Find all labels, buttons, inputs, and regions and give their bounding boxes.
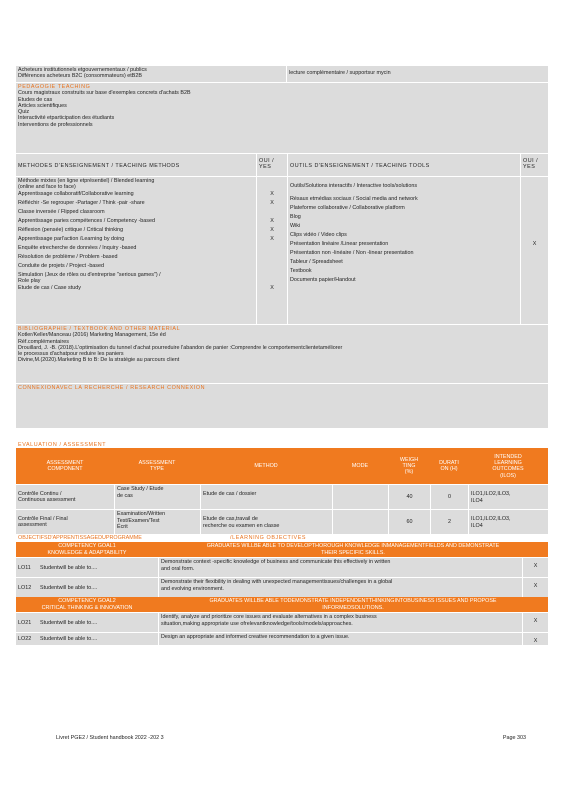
tool-yes-mark — [521, 195, 548, 204]
learning-outcome-code: LO12 — [18, 584, 32, 591]
evaluation-method: Etude de cas / dossier — [200, 485, 332, 509]
method-row: Classe inversée / Flipped classroom — [18, 209, 105, 215]
tool-yes-mark — [521, 204, 548, 213]
methods-yes-column — [256, 154, 287, 324]
goal2-description: GRADUATES WILLBE ABLE TODEMONSTRATE INDEPENDENTTHINKINGINTOBUSINESS ISSUES AND PROPOSE INFORMEDSOLUTIONS. — [209, 598, 497, 611]
evaluation-header-mode: MODE — [351, 463, 369, 470]
evaluation-duration: 2 — [430, 510, 468, 534]
top-section — [16, 66, 548, 82]
learning-outcome-row — [16, 632, 548, 645]
methods-header: METHODES D'ENSEIGNEMENT / TEACHING METHODS — [18, 163, 180, 169]
learning-outcome-description: Demonstrate their flexibility in dealing with unexpected managementissues/challenges in a global and evolving environment. — [158, 578, 522, 597]
tool-row: Blog — [290, 214, 301, 220]
method-yes-mark — [257, 244, 287, 253]
tool-yes-mark — [521, 276, 548, 290]
pedagogy-title: PEDAGOGIE TEACHING — [18, 84, 91, 90]
objectives-title-row — [16, 534, 548, 542]
tool-yes-mark — [521, 231, 548, 240]
learning-outcome-mark: X — [522, 558, 548, 577]
bibliography-line: Divine,M.(2020).Marketing B to B: De la stratégie au parcours client — [18, 357, 180, 364]
learning-outcome-mark: X — [522, 633, 548, 645]
tool-row: Plateforme collaborative / Collaborative platform — [290, 205, 405, 211]
objectives-title: OBJECTIFSD'APPRENTISSAGEDUPROGRAMME — [18, 535, 142, 542]
learning-outcome-student: Studentwill be able to.... — [40, 636, 98, 643]
method-row: Apprentissage collaboratif/Collaborative learning — [18, 191, 134, 197]
pedagogy-line: Etudes de cas — [18, 96, 53, 103]
top-right — [286, 66, 548, 82]
method-yes-mark: X — [270, 236, 274, 242]
tool-row: Documents papier/Handout — [290, 277, 356, 283]
evaluation-title: EVALUATION / ASSESSMENT — [18, 442, 107, 448]
evaluation-method: Etude de cas,travail de recherche ou examen en classe — [200, 510, 332, 534]
tool-row: Clips vidéo / Video clips — [290, 232, 347, 238]
tool-row: Tableur / Spreadsheet — [290, 259, 343, 265]
evaluation-header-ilos: INTENDED LEARNING OUTCOMES (ILOS) — [492, 453, 524, 479]
tools-yes-header: OUI / YES — [523, 158, 539, 171]
method-yes-mark: X — [270, 285, 274, 291]
top-line-1: Acheteurs institutionnels etgouvernementaux / publics — [18, 67, 147, 73]
method-yes-mark — [257, 208, 287, 217]
pedagogy-line: Quiz — [18, 109, 30, 116]
method-row: Réfléchir -Se regrouper -Partager / Think -pair -share — [18, 200, 145, 206]
learning-outcome-row — [16, 577, 548, 597]
tool-yes-mark — [521, 258, 548, 267]
top-right-line: lecture complémentaire / supportsur mycin — [289, 70, 391, 76]
methods-section — [16, 153, 548, 324]
method-yes-mark: X — [270, 200, 274, 206]
pedagogy-line: Interventions de professionnels — [18, 121, 93, 128]
methods-yes-header: OUI / YES — [259, 158, 275, 171]
evaluation-weighting: 60 — [388, 510, 430, 534]
bibliography-title: BIBLIOGRAPHIE / TEXTBOOK AND OTHER MATERIAL — [18, 326, 181, 332]
tools-yes-column — [520, 154, 548, 324]
method-row: Apprentissage paries compétences / Competency -based — [18, 218, 155, 224]
objectives-title-en: /LEARNING OBJECTIVES — [230, 535, 307, 542]
learning-outcome-description: Demonstrate context -specific knowledge of business and communicate this effectively in written and oral form. — [158, 558, 522, 577]
method-row: Conduite de projets / Project -based — [18, 263, 105, 269]
learning-outcome-row — [16, 612, 548, 632]
method-yes-mark — [257, 262, 287, 271]
bibliography-line: Kotler/Keller/Manceau (2016) Marketing Management, 15e éd — [18, 332, 166, 339]
pedagogy-section — [16, 82, 548, 153]
tools-header: OUTILS D'ENSEIGNEMENT / TEACHING TOOLS — [290, 163, 430, 169]
method-row: Réflexion (pensée) critique / Critical thinking — [18, 227, 124, 233]
tool-row: Présentation linéaire /Linear presentation — [290, 241, 389, 247]
learning-outcome-mark: X — [522, 578, 548, 597]
pedagogy-line: Cours magistraux construits sur base d'exemples concrets d'achats B2B — [18, 90, 191, 97]
evaluation-header-type: ASSESSMENT TYPE — [138, 460, 176, 473]
learning-outcome-student: Studentwill be able to.... — [40, 619, 98, 626]
method-row: Enquête etrecherche de données / Inquiry -based — [18, 245, 137, 251]
pedagogy-line: Articles scientifiques — [18, 102, 67, 109]
evaluation-ilos: ILO1,ILO2,ILO3, ILO4 — [468, 485, 548, 509]
method-row: Résolution de problème / Problem -based — [18, 254, 118, 260]
tool-yes-mark — [521, 267, 548, 276]
learning-outcome-student: Studentwill be able to.... — [40, 564, 98, 571]
bibliography-section — [16, 324, 548, 383]
top-left — [16, 66, 286, 82]
research-connexion-section — [16, 383, 548, 428]
goal1-description: GRADUATES WILLBE ABLE TO DEVELOPTHOROUGH KNOWLEDGE INMANAGEMENTFIELDS AND DEMONSTRATE THEIR SPECIFIC SKILLS. — [206, 543, 500, 556]
tool-row: Résaux etmédias sociaux / Social media and network — [290, 196, 418, 202]
method-yes-mark: X — [270, 191, 274, 197]
goal1-label: COMPETENCY GOAL1 KNOWLEDGE & ADAPTABILITY — [47, 543, 127, 556]
goal2-label: COMPETENCY GOAL2 CRITICAL THINKING & INNOVATION — [41, 598, 133, 611]
learning-outcome-student: Studentwill be able to.... — [40, 584, 98, 591]
evaluation-type: Examination/Written Test/Examen/Test Écrit — [114, 510, 200, 534]
evaluation-duration: 0 — [430, 485, 468, 509]
tool-yes-mark: X — [532, 241, 537, 247]
evaluation-mode — [332, 510, 388, 534]
evaluation-component: Contrôle Final / Final assessment — [18, 516, 68, 529]
tool-yes-mark — [521, 177, 548, 195]
tool-yes-mark — [521, 249, 548, 258]
method-yes-mark — [257, 253, 287, 262]
method-row: Apprentissage parl'action /Learning by doing — [18, 236, 125, 242]
method-yes-mark — [257, 271, 287, 284]
teaching-tools — [287, 154, 520, 324]
learning-outcome-row — [16, 557, 548, 577]
pedagogy-line: Interactivité etparticipation des étudiants — [18, 115, 115, 122]
document-page — [16, 66, 548, 645]
method-yes-mark: X — [270, 227, 274, 233]
evaluation-header-row — [16, 448, 548, 484]
evaluation-header-component: ASSESSMENT COMPONENT — [46, 460, 84, 473]
learning-outcome-description: Identify, analyze and prioritize core issues and evaluate alternatives in a complex business situation,making appropriate use ofrelevantknowledge/tools/models/approaches. — [158, 613, 522, 632]
tool-row: Textbook — [290, 268, 312, 274]
method-yes-mark: X — [270, 218, 274, 224]
evaluation-mode — [332, 485, 388, 509]
learning-outcome-code: LO11 — [18, 564, 31, 571]
goal1-row — [16, 542, 548, 557]
learning-outcome-description: Design an appropriate and informed creative recommendation to a given issue. — [158, 633, 522, 645]
learning-outcome-code: LO21 — [18, 619, 32, 626]
tool-yes-mark — [521, 222, 548, 231]
footer-handbook: Livret PGE2 / Student handbook 2022 -202 3 — [56, 735, 164, 741]
learning-outcome-code: LO22 — [18, 636, 32, 643]
bibliography-line: le processus d'achatpour reduire les paniers — [18, 351, 124, 358]
evaluation-header-duration: DURATI ON (H) — [439, 460, 459, 473]
tool-row: Présentation non -linéaire / Non -linear presentation — [290, 250, 414, 256]
evaluation-weighting: 40 — [388, 485, 430, 509]
method-yes-mark — [257, 177, 287, 190]
tool-row: Outils/Solutions interactifs / Interactive tools/solutions — [290, 183, 418, 189]
goal2-row — [16, 597, 548, 612]
evaluation-header-method: METHOD — [254, 463, 278, 470]
evaluation-type: Case Study / Etude de cas — [114, 485, 200, 509]
evaluation-ilos: ILO1,ILO2,ILO3, ILO4 — [468, 510, 548, 534]
method-row: Simulation (Jeux de rôles ou d'entreprise "serious games") / Role play — [18, 272, 161, 284]
method-row: Méthode mixtes (en ligne etprésentiel) / Blended learning (online and face to face) — [18, 178, 155, 190]
page-footer — [56, 735, 526, 741]
learning-outcome-mark: X — [522, 613, 548, 632]
bibliography-line: Drouillard, J. -B. (2018).L'optimisation du tunnel d'achat pourreduire l'abandon de panier :Comprendre le comportementclientetaméliorer — [18, 344, 343, 351]
evaluation-header-weighting: WEIGH TING (%) — [399, 456, 419, 476]
evaluation-row — [16, 484, 548, 509]
evaluation-component: Contrôle Continu / Continuous assessment — [18, 491, 76, 504]
footer-page-number: Page 303 — [502, 735, 526, 741]
evaluation-row — [16, 509, 548, 534]
top-line-2: Différences acheteurs B2C (consommateurs) etB2B — [18, 73, 142, 80]
teaching-methods — [16, 154, 256, 324]
method-row: Etude de cas / Case study — [18, 285, 81, 291]
tool-yes-mark — [521, 213, 548, 222]
tool-row: Wiki — [290, 223, 301, 229]
research-connexion-title: CONNEXIONAVEC LA RECHERCHE / RESEARCH CONNEXION — [18, 385, 206, 391]
bibliography-line: Réf.complémentaires — [18, 338, 69, 345]
